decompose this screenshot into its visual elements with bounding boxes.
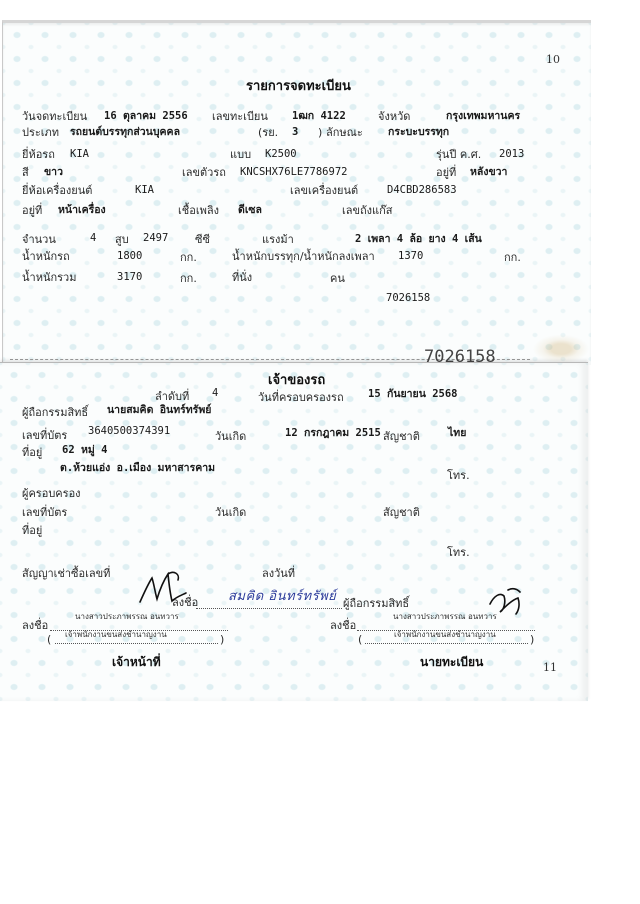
nationality-label: สัญชาติ	[383, 430, 420, 443]
ry-open: (รย.	[258, 126, 279, 139]
officer-position-line	[55, 643, 218, 644]
titleholder-sign-label: ลงชื่อ	[172, 596, 199, 609]
gross-weight-label: น้ำหนักรวม	[22, 271, 77, 284]
color-value: ขาว	[44, 166, 63, 178]
officer-role: เจ้าหน้าที่	[112, 655, 161, 669]
vehicle-weight-value: 1800	[117, 250, 143, 262]
chassis-location-value: หลังขวา	[470, 166, 508, 178]
page-number-bottom: 11	[543, 661, 557, 674]
page-number-top: 10	[546, 53, 560, 66]
id-card-value: 3640500374391	[88, 425, 171, 437]
possessor-label: ผู้ครอบครอง	[22, 487, 81, 500]
address-line1: 62 หมู่ 4	[62, 444, 108, 456]
cylinders-label: จำนวน	[22, 233, 56, 246]
fuel-value: ดีเซล	[238, 204, 262, 216]
address-line2: ต.ห้วยแอ่ง อ.เมือง มหาสารคาม	[60, 462, 216, 474]
birth-date-value: 12 กรกฎาคม 2515	[285, 427, 381, 439]
registrar-paren-close: )	[530, 633, 535, 646]
cylinders-value: 4	[90, 232, 97, 244]
model-label: แบบ	[230, 148, 252, 161]
brand-value: KIA	[70, 148, 89, 160]
possession-date-value: 15 กันยายน 2568	[368, 388, 458, 400]
horsepower-label: แรงม้า	[262, 233, 294, 246]
serial-number: 7026158	[386, 292, 431, 304]
seats-label: ที่นั่ง	[232, 271, 253, 284]
plate-label: เลขทะเบียน	[212, 110, 268, 123]
registrar-position: เจ้าพนักงานขนส่งชำนาญงาน	[394, 630, 496, 639]
hire-purchase-label: สัญญาเช่าซื้อเลขที่	[22, 567, 111, 580]
gas-tank-label: เลขถังแก๊ส	[342, 204, 393, 217]
possessor-nationality-label: สัญชาติ	[383, 506, 420, 519]
registrar-name: นางสาวประภาพรรณ อนทวาร	[393, 612, 497, 621]
chassis-location-label: อยู่ที่	[436, 166, 457, 179]
owner-title: เจ้าของรถ	[268, 373, 326, 388]
registrar-sign-label: ลงชื่อ	[330, 619, 357, 632]
fold-stamp	[420, 346, 530, 362]
color-label: สี	[22, 166, 29, 179]
engine-no-value: D4CBD286583	[387, 184, 457, 196]
payload-label: น้ำหนักบรรทุก/น้ำหนักลงเพลา	[232, 250, 375, 263]
reg-date-label: วันจดทะเบียน	[22, 110, 88, 123]
engine-location-value: หน้าเครื่อง	[58, 204, 106, 216]
officer-position: เจ้าพนักงานขนส่งชำนาญงาน	[65, 630, 167, 639]
owner-page	[0, 362, 588, 701]
chassis-no-label: เลขตัวรถ	[182, 166, 226, 179]
titleholder-sign-line	[196, 608, 342, 609]
engine-location-label: อยู่ที่	[22, 204, 43, 217]
titleholder-role: ผู้ถือกรรมสิทธิ์	[343, 597, 410, 610]
payload-unit: กก.	[504, 251, 521, 264]
titleholder-handwritten-name: สมคิด อินทร์ทรัพย์	[228, 589, 337, 604]
fuel-label: เชื้อเพลิง	[178, 204, 219, 217]
possession-date-label: วันที่ครอบครองรถ	[258, 391, 344, 404]
phone-label: โทร.	[447, 469, 470, 482]
gross-weight-unit: กก.	[180, 272, 197, 285]
sequence-label: ลำดับที่	[155, 390, 190, 403]
sequence-value: 4	[212, 387, 219, 399]
model-value: K2500	[265, 148, 297, 160]
axles-wheels-value: 2 เพลา 4 ล้อ ยาง 4 เส้น	[355, 233, 482, 245]
body-style-label: ลักษณะ	[326, 126, 363, 139]
body-style-value: กระบะบรรทุก	[388, 126, 450, 138]
registrar-role: นายทะเบียน	[420, 655, 484, 669]
engine-no-label: เลขเครื่องยนต์	[290, 184, 359, 197]
birth-date-label: วันเกิด	[215, 430, 247, 443]
hire-purchase-dated-label: ลงวันที่	[262, 567, 296, 580]
vehicle-weight-unit: กก.	[180, 251, 197, 264]
engine-brand-label: ยี่ห้อเครื่องยนต์	[22, 184, 93, 197]
possessor-birth-date-label: วันเกิด	[215, 506, 247, 519]
registration-title: รายการจดทะเบียน	[246, 79, 351, 94]
registrar-paren-open: (	[358, 633, 363, 646]
officer-sign-label: ลงชื่อ	[22, 619, 49, 632]
registrar-position-line	[365, 643, 528, 644]
displacement-unit: ซีซี	[195, 233, 210, 246]
address-label: ที่อยู่	[22, 446, 43, 459]
model-year-label: รุ่นปี ค.ศ.	[436, 148, 482, 161]
vehicle-type-value: รถยนต์บรรทุกส่วนบุคคล	[70, 126, 180, 138]
titleholder-signature-scribble	[138, 569, 188, 607]
officer-paren-open: (	[47, 633, 52, 646]
ry-value: 3	[292, 126, 299, 138]
model-year-value: 2013	[499, 148, 525, 160]
possessor-phone-label: โทร.	[447, 546, 470, 559]
registrar-signature-scribble	[486, 585, 526, 617]
paper-stain	[532, 334, 590, 364]
plate-value: 1ฒก 4122	[292, 110, 346, 122]
officer-paren-close: )	[220, 633, 225, 646]
titleholder-label: ผู้ถือกรรมสิทธิ์	[22, 406, 89, 419]
province-value: กรุงเทพมหานคร	[446, 110, 521, 122]
ry-close: )	[318, 126, 323, 139]
reg-date-value: 16 ตุลาคม 2556	[104, 110, 188, 122]
cylinders-unit: สูบ	[115, 233, 129, 246]
province-label: จังหวัด	[378, 110, 411, 123]
fold-stamp-number: 7026158	[424, 347, 496, 362]
titleholder-value: นายสมคิด อินทร์ทรัพย์	[107, 404, 212, 416]
vehicle-type-label: ประเภท	[22, 126, 60, 139]
engine-brand-value: KIA	[135, 184, 154, 196]
gross-weight-value: 3170	[117, 271, 143, 283]
seats-unit: คน	[330, 272, 345, 285]
id-card-label: เลขที่บัตร	[22, 429, 68, 442]
payload-value: 1370	[398, 250, 424, 262]
nationality-value: ไทย	[448, 427, 467, 439]
brand-label: ยี่ห้อรถ	[22, 148, 55, 161]
chassis-no-value: KNCSHX76LE7786972	[240, 166, 348, 178]
possessor-address-label: ที่อยู่	[22, 524, 43, 537]
possessor-id-card-label: เลขที่บัตร	[22, 506, 68, 519]
displacement-value: 2497	[143, 232, 169, 244]
officer-name: นางสาวประภาพรรณ อนทวาร	[75, 612, 179, 621]
vehicle-weight-label: น้ำหนักรถ	[22, 250, 70, 263]
